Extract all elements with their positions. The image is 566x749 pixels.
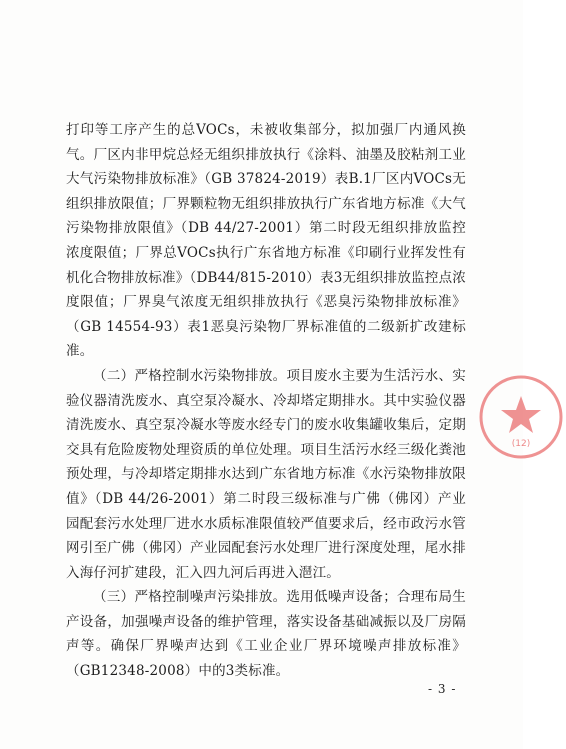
paragraph-noise-pollution: （三）严格控制噪声污染排放。选用低噪声设备；合理布局生产设备，加强噪声设备的维护管理，落实设备基础减振以及厂房隔声等。确保厂界噪声达到《工业企业厂界环境噪声排放标准》（GB12348-2008）中的3类标准。 [66,589,466,680]
paragraph-air-emissions: 打印等工序产生的总VOCs，未被收集部分，拟加强厂内通风换气。厂区内非甲烷总烃无组织排放执行《涂料、油墨及胶粘剂工业大气污染物排放标准》（GB 37824-2019）表B.1厂区内VOCs无组织排放限值；厂界颗粒物无组织排放执行广东省地方标准《大气污染物排放限值》（DB 44/27-2001）第二时段无组织排放监控浓度限值；厂界总VOCs执行广东省地方标准《印刷行业挥发性有机化合物排放标准》（DB44/815-2010）表3无组织排放监控点浓度限值；厂界臭气浓度无组织排放执行《恶臭污染物排放标准》（GB 14554-93）表1恶臭污染物厂界标准值的二级新扩改建标准。 [66,122,466,360]
page-number: - 3 - [428,682,457,696]
paragraph-water-pollution: （二）严格控制水污染物排放。项目废水主要为生活污水、实验仪器清洗废水、真空泵冷凝水、冷却塔定期排水。其中实验仪器清洗废水、真空泵冷凝水等废水经专门的废水收集罐收集后，定期交具有危险废物处理资质的单位处理。项目生活污水经三级化粪池预处理，与冷却塔定期排水达到广东省地方标准《水污染物排放限值》（DB 44/26-2001）第二时段三级标准与广佛（佛冈）产业园配套污水处理厂进水水质标准限值较严值要求后，经市政污水管网引至广佛（佛冈）产业园配套污水处理厂进行深度处理，尾水排入海仔河扩建段，汇入四九河后再进入潖江。 [66,367,466,581]
document-body [66,118,466,684]
seal-number: (12) [511,439,531,449]
official-seal-icon [476,372,566,462]
